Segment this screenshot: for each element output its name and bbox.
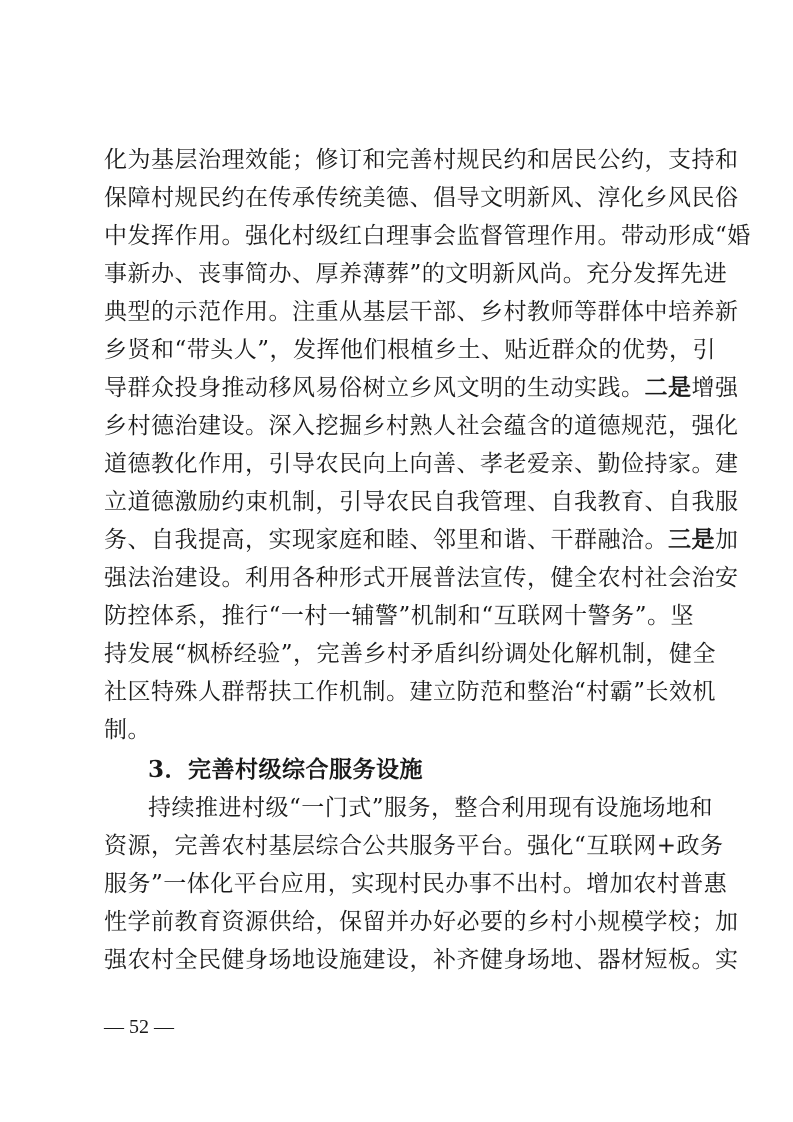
body-line-11 [104, 522, 739, 558]
body-line-7 [104, 370, 739, 406]
body-line-3: 中发挥作用。强化村级红白理事会监督管理作用。带动形成“婚 [104, 223, 751, 249]
body-line-14: 持发展“枫桥经验”，完善乡村矛盾纠纷调处化解机制，健全 [104, 641, 717, 667]
body-line-8: 乡村德治建设。深入挖掘乡村熟人社会蕴含的道德规范，强化 [104, 413, 739, 439]
body-line-10: 立道德激励约束机制，引导农民自我管理、自我教育、自我服 [104, 489, 739, 515]
body-line-4: 事新办、丧事简办、厚养薄葬”的文明新风尚。充分发挥先进 [104, 261, 728, 287]
section-line-2: 资源，完善农村基层综合公共服务平台。强化“互联网+政务 [104, 833, 724, 859]
bold-marker-second: 二是 [644, 374, 692, 401]
body-line-12: 强法治建设。利用各种形式开展普法宣传，健全农村社会治安 [104, 565, 739, 591]
body-line-5: 典型的示范作用。注重从基层干部、乡村教师等群体中培养新 [104, 299, 739, 325]
body-line-1: 化为基层治理效能；修订和完善村规民约和居民公约，支持和 [104, 147, 739, 173]
bold-marker-third: 三是 [668, 526, 715, 553]
section-line-3: 服务”一体化平台应用，实现村民办事不出村。增加农村普惠 [104, 871, 728, 897]
section-line-1: 持续推进村级“一门式”服务，整合利用现有设施场地和 [148, 795, 714, 821]
section-line-5: 强农村全民健身场地设施建设，补齐健身场地、器材短板。实 [104, 947, 739, 973]
section-line-4: 性学前教育资源供给，保留并办好必要的乡村小规模学校；加 [104, 909, 739, 935]
body-line-9: 道德教化作用，引导农民向上向善、孝老爱亲、勤俭持家。建 [104, 451, 739, 477]
body-text: 加 [715, 527, 739, 553]
section-heading: 3．完善村级综合服务设施 [148, 756, 424, 783]
body-line-2: 保障村规民约在传承传统美德、倡导文明新风、淳化乡风民俗 [104, 185, 739, 211]
body-line-6: 乡贤和“带头人”，发挥他们根植乡土、贴近群众的优势，引 [104, 337, 717, 363]
body-text: 务、自我提高，实现家庭和睦、邻里和谐、干群融洽。 [104, 527, 668, 553]
body-line-16: 制。 [104, 717, 151, 743]
page-number: — 52 — [104, 1016, 174, 1038]
body-line-13: 防控体系，推行“一村一辅警”机制和“互联网十警务”。坚 [104, 603, 694, 629]
body-text: 导群众投身推动移风易俗树立乡风文明的生动实践。 [104, 375, 645, 401]
body-text: 增强 [691, 375, 739, 401]
body-line-15: 社区特殊人群帮扶工作机制。建立防范和整治“村霸”长效机 [104, 679, 717, 705]
